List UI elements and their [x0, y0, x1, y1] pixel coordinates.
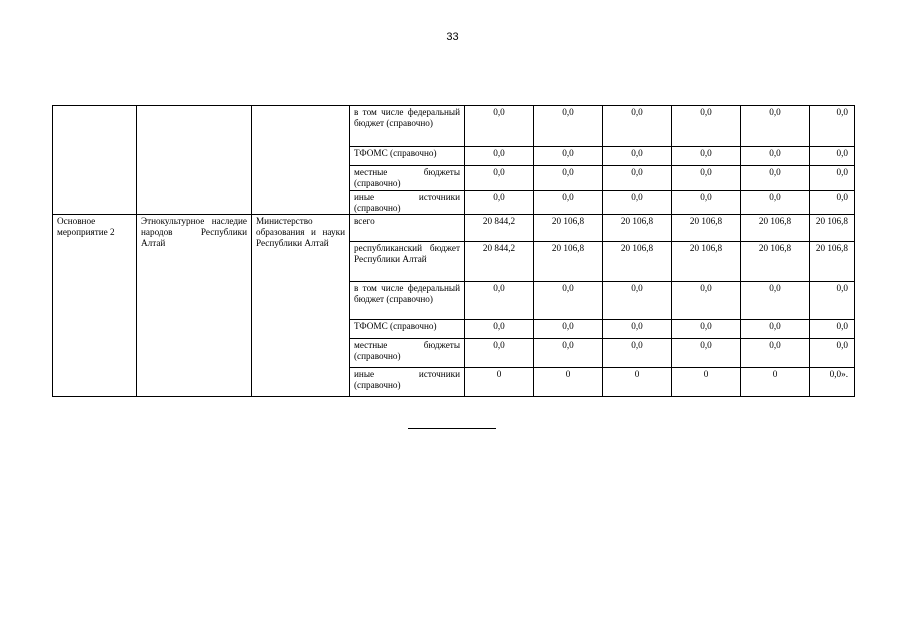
value-cell: 0,0 [741, 147, 810, 166]
page-number: 33 [446, 31, 459, 43]
empty-cell [137, 106, 252, 215]
value-cell: 0,0 [741, 166, 810, 191]
funding-source: ТФОМС (справочно) [350, 147, 465, 166]
funding-source: в том числе федеральный бюджет (справочно) [350, 106, 465, 147]
value-cell: 0,0 [534, 106, 603, 147]
value-cell: 0,0 [534, 166, 603, 191]
value-cell: 20 106,8 [603, 242, 672, 282]
value-cell: 0,0 [672, 166, 741, 191]
value-cell: 0,0 [810, 191, 855, 215]
funding-source: иные источники (справочно) [350, 368, 465, 397]
value-cell: 0,0 [465, 147, 534, 166]
value-cell: 0,0 [672, 282, 741, 320]
budget-table-body [53, 106, 855, 397]
value-cell: 0,0 [534, 147, 603, 166]
funding-source: ТФОМС (справочно) [350, 320, 465, 339]
value-cell: 0,0 [741, 282, 810, 320]
table-row [53, 106, 855, 147]
value-cell: 20 106,8 [741, 215, 810, 242]
value-cell: 0,0 [465, 282, 534, 320]
value-cell: 0,0 [810, 320, 855, 339]
value-cell: 0,0 [465, 191, 534, 215]
value-cell: 0,0 [810, 166, 855, 191]
value-cell: 0,0 [603, 320, 672, 339]
value-cell: 0,0 [603, 147, 672, 166]
value-cell: 0,0 [534, 339, 603, 368]
value-cell: 20 106,8 [672, 215, 741, 242]
value-cell: 0,0». [810, 368, 855, 397]
value-cell: 0,0 [672, 106, 741, 147]
value-cell: 0,0 [465, 339, 534, 368]
funding-source: иные источники (справочно) [350, 191, 465, 215]
funding-source: в том числе федеральный бюджет (справочно) [350, 282, 465, 320]
value-cell: 0,0 [741, 191, 810, 215]
value-cell: 20 106,8 [534, 242, 603, 282]
budget-table [52, 105, 855, 397]
value-cell: 20 106,8 [741, 242, 810, 282]
value-cell: 20 106,8 [810, 242, 855, 282]
value-cell: 0,0 [534, 320, 603, 339]
value-cell: 0,0 [465, 166, 534, 191]
value-cell: 20 106,8 [672, 242, 741, 282]
value-cell: 0,0 [741, 339, 810, 368]
value-cell: 0 [603, 368, 672, 397]
separator-line [408, 428, 496, 429]
value-cell: 0,0 [672, 147, 741, 166]
value-cell: 0,0 [741, 106, 810, 147]
value-cell: 0,0 [810, 339, 855, 368]
value-cell: 0,0 [534, 282, 603, 320]
value-cell: 20 106,8 [810, 215, 855, 242]
value-cell: 0,0 [672, 339, 741, 368]
value-cell: 20 844,2 [465, 215, 534, 242]
value-cell: 0,0 [603, 106, 672, 147]
table-row [53, 215, 855, 242]
value-cell: 0 [534, 368, 603, 397]
value-cell: 0,0 [810, 106, 855, 147]
value-cell: 0,0 [603, 166, 672, 191]
value-cell: 0,0 [465, 106, 534, 147]
value-cell: 20 106,8 [603, 215, 672, 242]
funding-source: республиканский бюджет Республики Алтай [350, 242, 465, 282]
value-cell: 20 844,2 [465, 242, 534, 282]
value-cell: 0,0 [672, 191, 741, 215]
empty-cell [252, 106, 350, 215]
value-cell: 0,0 [672, 320, 741, 339]
funding-source: местные бюджеты (справочно) [350, 166, 465, 191]
event-name: Основное мероприятие 2 [53, 215, 137, 397]
value-cell: 0,0 [810, 282, 855, 320]
value-cell: 0,0 [534, 191, 603, 215]
value-cell: 20 106,8 [534, 215, 603, 242]
value-cell: 0,0 [465, 320, 534, 339]
value-cell: 0 [465, 368, 534, 397]
value-cell: 0 [672, 368, 741, 397]
value-cell: 0,0 [741, 320, 810, 339]
value-cell: 0,0 [603, 282, 672, 320]
value-cell: 0,0 [603, 191, 672, 215]
funding-source: всего [350, 215, 465, 242]
event-title: Этнокультурное наследие народов Республики Алтай [137, 215, 252, 397]
value-cell: 0,0 [603, 339, 672, 368]
empty-cell [53, 106, 137, 215]
funding-source: местные бюджеты (справочно) [350, 339, 465, 368]
value-cell: 0,0 [810, 147, 855, 166]
event-executor: Министерство образования и науки Республики Алтай [252, 215, 350, 397]
value-cell: 0 [741, 368, 810, 397]
